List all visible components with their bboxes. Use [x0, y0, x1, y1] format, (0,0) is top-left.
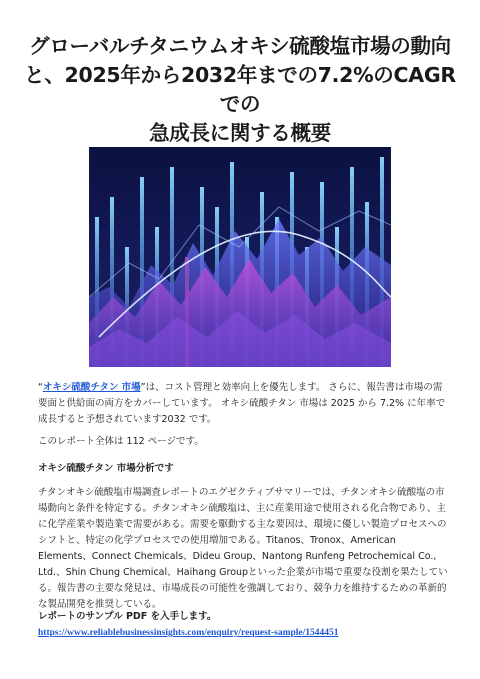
title-line-2: と、2025年から2032年までの7.2%のCAGRでの: [24, 63, 456, 116]
analysis-paragraph: チタンオキシ硫酸塩市場調査レポートのエグゼクティブサマリーでは、チタンオキシ硫酸塩の市場動向と条件を特定する。チタンオキシ硫酸塩は、主に産業用途で使用される化合物であり、主に化学産業や製造業で需要がある。需要を駆動する主な要因は、環境に優しい製造プロセスへのシフトと、特定の化学プロセスでの使用増加である。Titanos、Tronox、American Elements、Connect Chemicals、Dideu Group、Nantong Runfeng Petrochemical Co., Ltd.、Shin Chung Chemical、Haihang Groupといった企業が市場で重要な役割を果たしている。報告書の主要な発見は、市場成長の可能性を強調しており、競争力を維持するための革新的な製品開発を推奨している。: [38, 487, 448, 610]
stock-chart-illustration-icon: [89, 147, 391, 367]
market-link[interactable]: オキシ硫酸チタン 市場: [42, 382, 141, 393]
sample-request: [38, 609, 448, 641]
open-quote: “: [38, 382, 43, 393]
pages-note: このレポート全体は 112 ページです。: [38, 436, 204, 447]
sample-label: レポートのサンプル PDF を入手します。: [38, 611, 217, 622]
sample-url-link[interactable]: https://www.reliablebusinessinsights.com/enquiry/request-sample/1544451: [38, 628, 339, 638]
page-title: [20, 32, 460, 148]
intro-paragraph: [38, 380, 448, 428]
title-line-3: 急成長に関する概要: [149, 121, 331, 145]
intro-text: ”は、コスト管理と効率向上を優先します。 さらに、報告書は市場の需要面と供給面の両方をカバーしています。 オキシ硫酸チタン 市場は 2025 から 7.2% に年率で成長すると予想されています2032 です。: [38, 382, 446, 425]
title-line-1: グローバルチタニウムオキシ硫酸塩市場の動向: [29, 34, 451, 58]
section-heading: オキシ硫酸チタン 市場分析です: [38, 463, 174, 474]
